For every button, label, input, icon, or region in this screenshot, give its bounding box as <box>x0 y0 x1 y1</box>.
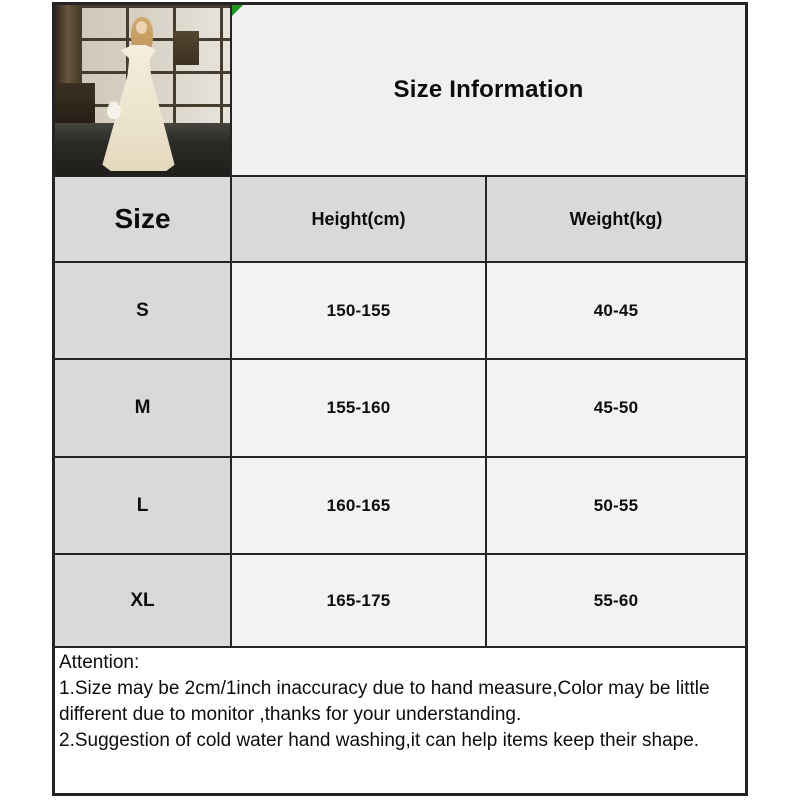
column-header-height: Height(cm) <box>231 176 486 262</box>
column-header-size: Size <box>54 176 231 262</box>
attention-note-2: 2.Suggestion of cold water hand washing,it can help items keep their shape. <box>59 730 700 751</box>
height-value-l: 160-165 <box>231 457 486 554</box>
size-label-l: L <box>54 457 231 554</box>
weight-value-xl: 55-60 <box>486 554 746 647</box>
product-photo <box>54 4 231 176</box>
attention-note-1: 1.Size may be 2cm/1inch inaccuracy due to hand measure,Color may be little different due to monitor ,thanks for your understanding. <box>59 678 710 725</box>
attention-title: Attention: <box>59 652 140 673</box>
weight-value-s: 40-45 <box>486 262 746 359</box>
weight-value-l: 50-55 <box>486 457 746 554</box>
height-value-m: 155-160 <box>231 359 486 457</box>
page-title: Size Information <box>393 76 584 103</box>
product-photo-illustration <box>55 5 230 175</box>
size-label-xl: XL <box>54 554 231 647</box>
corner-flag-icon <box>232 5 243 16</box>
photo-model-face <box>136 21 147 34</box>
size-information-header-cell <box>231 4 746 176</box>
size-label-m: M <box>54 359 231 457</box>
height-value-s: 150-155 <box>231 262 486 359</box>
attention-note <box>54 647 746 794</box>
photo-handbag <box>107 103 121 119</box>
weight-value-m: 45-50 <box>486 359 746 457</box>
height-value-xl: 165-175 <box>231 554 486 647</box>
photo-door-panel <box>173 31 199 65</box>
column-header-weight: Weight(kg) <box>486 176 746 262</box>
size-label-s: S <box>54 262 231 359</box>
size-table <box>52 2 748 796</box>
